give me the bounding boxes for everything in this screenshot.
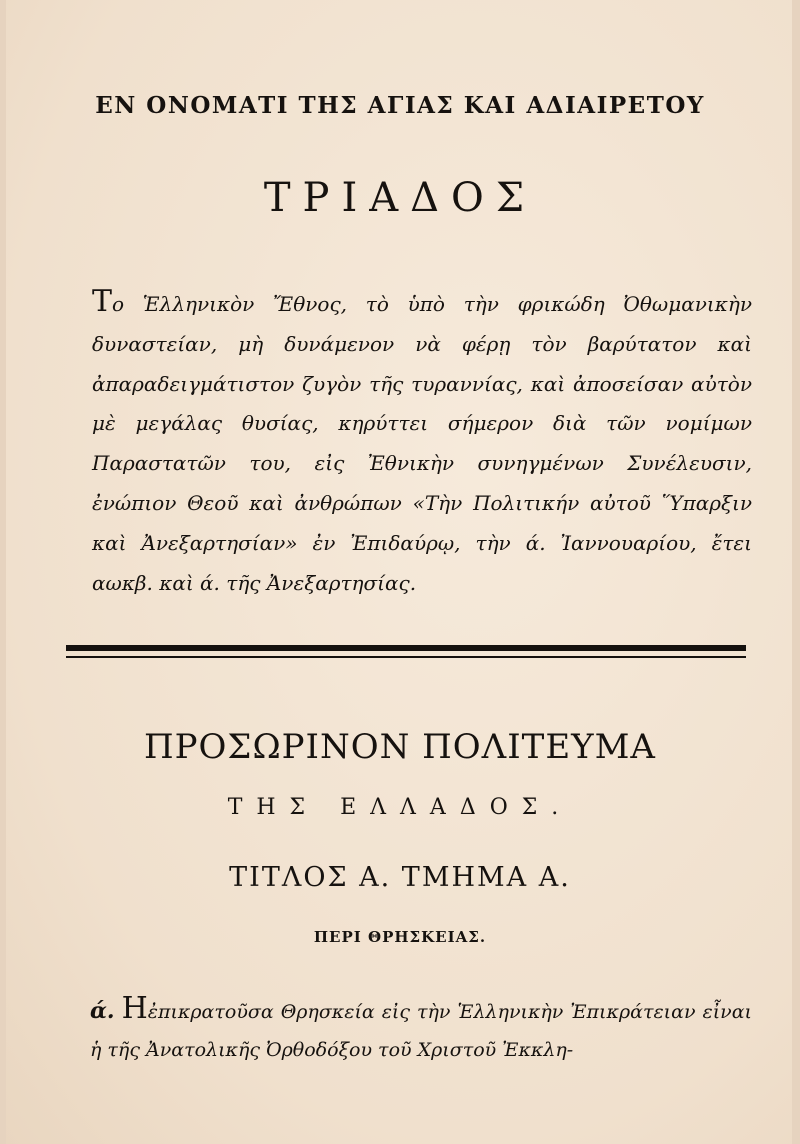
article-text: ἐπικρατοῦσα Θρησκεία εἰς τὴν Ἑλληνικὴν Ἐπικράτειαν εἶναι ἡ τῆς Ἀνατολικῆς Ὀρθοδόξου τοῦ Χριστοῦ Ἐκκλη- [90, 1001, 752, 1061]
article-number: ά. [90, 998, 115, 1024]
constitution-subtitle: ΤΗΣ ΕΛΛΑΔΟΣ. [227, 795, 573, 820]
heading-triados: ΤΡΙΑΔΟΣ [263, 175, 537, 221]
section-heading: ΤΙΤΛΟΣ Α. ΤΜΗΜΑ Α. [229, 862, 571, 893]
preamble-initial: Τ [92, 284, 113, 319]
preamble-text: ο Ἑλληνικὸν Ἔθνος, τὸ ὑπὸ τὴν φρικώδη Ὀθωμανικὴν δυναστείαν, μὴ δυνάμενον νὰ φέρῃ τὸν βαρύτατον καὶ ἀπαραδειγμάτιστον ζυγὸν τῆς τυραννίας, καὶ ἀποσείσαν αὐτὸν μὲ μεγάλας θυσίας, κηρύττει σήμερον διὰ τῶν νομίμων Παραστατῶν του, εἰς Ἐθνικὴν συνηγμένων Συνέλευσιν, ἐνώπιον Θεοῦ καὶ ἀνθρώπων «Τὴν Πολιτικήν αὐτοῦ Ὕπαρξιν καὶ Ἀνεξαρτησίαν» ἐν Ἐπιδαύρῳ, τὴν ά. Ἰαννουαρίου, ἔτει αωκβ. καὶ ά. τῆς Ἀνεξαρτησίας. [92, 292, 752, 595]
article-initial: Η [121, 991, 148, 1026]
article-paragraph [90, 990, 752, 1069]
page-edge-left [0, 0, 6, 1144]
heading-invocation: ΕΝ ΟΝΟΜΑΤΙ ΤΗΣ ΑΓΙΑΣ ΚΑΙ ΑΔΙΑΙΡΕΤΟΥ [95, 92, 705, 119]
page-edge-right [792, 0, 800, 1144]
preamble-paragraph [92, 282, 752, 603]
constitution-title: ΠΡΟΣΩΡΙΝΟΝ ΠΟΛΙΤΕΥΜΑ [144, 727, 656, 767]
chapter-heading: ΠΕΡΙ ΘΡΗΣΚΕΙΑΣ. [313, 928, 487, 946]
thin-rule [66, 656, 746, 658]
thick-rule [66, 645, 746, 651]
